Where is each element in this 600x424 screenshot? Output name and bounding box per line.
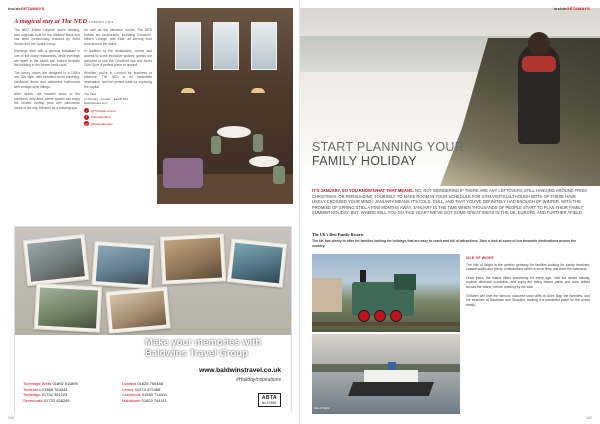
article-location: LONDON CITY — [88, 20, 114, 24]
branch-contact[interactable]: Cranbrook 01580 714411 — [122, 392, 168, 398]
side-paragraph: Once there, the island offers something for every age. Visit the steam railway, explore dinosaur museums, and enjoy the many theme parks and zoos dotted across the island, before relaxing by the sea. — [466, 275, 590, 289]
article-paragraph: Whether you're in London for business or pleasure, The NED is an irresistible destination, and the perfect base for exploring the capital. — [84, 70, 152, 89]
ferry-deck — [364, 370, 418, 383]
article-paragraph: As well as the fabulous rooms, The NED boasts ten restaurants, including Cecconi's, Millie's Lounge, and Kaia, all serving food from around the world. — [84, 28, 152, 46]
hotel-website[interactable]: www.thened.com — [84, 100, 108, 105]
article-column-2 — [84, 28, 152, 128]
page-number-left: 100 — [8, 416, 14, 420]
hotel-address: 27 Poultry · London · EC2R 8AJ — [84, 96, 129, 101]
lamp — [251, 88, 265, 93]
branch-contact[interactable]: Sevenoaks 01732 458255 — [23, 398, 70, 404]
side-column-title: ISLE OF WIGHT — [466, 256, 495, 260]
abta-number: No.V1546 — [261, 401, 277, 405]
article-paragraph: In addition to the restaurants, rooms and access to some exclusive spaces, guests are welcome to use the Cowshed spa and Ned's Club Gym, a perfect place to unwind. — [84, 49, 152, 68]
social-row-twitter[interactable] — [84, 108, 152, 113]
social-row-instagram[interactable] — [84, 121, 152, 126]
section-tag-left — [8, 6, 44, 11]
polaroid-photo — [23, 234, 89, 286]
feature-headline — [312, 140, 512, 168]
branch-contact[interactable]: Maidstone 01622 744111 — [122, 398, 167, 404]
train-cab — [394, 274, 416, 290]
section-tag-accent: GETAWAYS — [20, 6, 45, 11]
social-row-facebook[interactable] — [84, 115, 152, 120]
hotel-window — [175, 22, 201, 70]
sofa — [163, 158, 203, 188]
hotel-window — [213, 22, 239, 70]
abta-logo — [258, 393, 281, 407]
branch-contact[interactable]: Tenterden 01580 764344 — [23, 386, 68, 392]
article-paragraph: Mornings start with a glorious breakfast in one of the many restaurants, while evenings are spent in the vaults bar, tucked beneath the building in the former bank vault. — [14, 49, 80, 68]
section-tag-prefix: inside — [553, 6, 567, 11]
train-wheel — [374, 310, 386, 322]
article-title — [14, 18, 114, 25]
hotel-interior-photo — [157, 8, 293, 204]
polaroid-photo — [160, 233, 226, 284]
branch-contact[interactable]: Lewes 01273 472468 — [122, 386, 161, 392]
isle-of-wight-column — [466, 256, 590, 311]
ad-branch-list — [23, 381, 213, 403]
station-building — [312, 278, 342, 312]
headline-line-2: FAMILY HOLIDAY — [312, 154, 417, 168]
ferry-photo — [312, 334, 460, 414]
hotel-contact — [84, 92, 152, 105]
article-paragraph: The luxury rooms are designed in a 1920s and 30s style, with beautiful wood panelling, hardwood floors and statement bathrooms with vintage-style fittings. — [14, 70, 80, 89]
hotel-name: The Ned — [84, 92, 96, 97]
headline-line-1: START PLANNING YOUR — [312, 140, 465, 154]
ferry-hull — [348, 382, 434, 396]
table — [217, 126, 251, 138]
polaroid-photo — [92, 241, 155, 289]
side-paragraph: The Isle of Wight is the perfect getaway for families looking for sandy beaches, coastal walks and plenty of attractions within a short ferry ride from the mainland. — [466, 262, 590, 272]
polaroid-photo — [105, 286, 170, 333]
feature-intro — [312, 188, 590, 216]
right-page — [300, 0, 600, 424]
section-tag-accent: GETAWAYS — [566, 6, 590, 11]
section-tag-right — [554, 6, 590, 11]
resorts-title: The UK's Best Family Resorts — [312, 232, 364, 237]
article-paragraph: After dinner, we headed down to the members' only area, where guests can enjoy the heated rooftop pool with panoramic views of the city, followed by a relaxing spa. — [14, 92, 80, 110]
hero-scarf — [522, 56, 556, 72]
abta-text: ABTA — [261, 395, 277, 401]
branch-contact[interactable]: Tonbridge 01732 351223 — [23, 392, 68, 398]
section-tag-prefix: inside — [8, 6, 21, 11]
train-wheel — [358, 310, 370, 322]
ad-tagline: Make your memories with Baldwins Travel Group — [145, 337, 262, 359]
branch-contact[interactable]: Tonbridge Wells 01892 511899 — [23, 381, 78, 386]
social-label: @thenedlondon — [91, 121, 113, 126]
ad-website[interactable]: www.baldwinstravel.co.uk — [199, 367, 281, 374]
chair — [273, 166, 285, 184]
article-title-text: A magical stay at The NED — [14, 18, 88, 25]
intro-body: NO, NOT WONDERING IF THERE ARE ANY LEFTOVERS STILL HANGING AROUND FROM CHRISTMAS, OR PERSUADING YOURSELF TO MAKE ROOM IN YOUR SCHEDULE FOR GYM VISITS (ALTHOUGH BOTH OF THESE HAVE LIKELY CROSSED YOUR MIND). JANUARY MEANS IT'S COLD, DULL, AND THAT YOU'VE DEFINITELY HAD ENOUGH OF WINTER. WITH THE PROMISE OF SPRING STILL A FEW MONTHS AWAY, JANUARY IS THE TIME WHEN THOUSANDS OF PEOPLE START TO PLAN THEIR FAMILY SUMMER HOLIDAY. BUT, WHERE WILL YOU GO THIS YEAR? WE'VE GOT SOME GREAT IDEAS IN THE UK, EUROPE, AND FURTHER AFIELD. — [312, 188, 587, 216]
branch-contact[interactable]: Uckfield 01825 760488 — [122, 381, 163, 386]
page-number-right: 101 — [586, 416, 592, 420]
baldwins-travel-ad[interactable] — [14, 226, 292, 412]
twitter-icon: t — [84, 108, 89, 113]
steam-train-photo — [312, 254, 460, 332]
polaroid-photo — [227, 238, 287, 288]
train-rail — [312, 322, 460, 326]
article-column-1 — [14, 28, 80, 114]
side-paragraph: Children will love the famous coloured sand cliffs at Alum Bay, the Needles, and the beaches at Sandown and Shanklin, making it a wonderful place for the whole family. — [466, 293, 590, 307]
intro-lead: IT'S JANUARY, SO YOU KNOW WHAT THAT MEANS. — [312, 188, 414, 193]
facebook-icon: f — [84, 115, 89, 120]
train-wheel — [390, 310, 402, 322]
ad-photo-collage — [15, 227, 291, 335]
hotel-window — [251, 22, 277, 70]
social-label: @TheNedLondon — [91, 108, 116, 113]
lamp — [181, 88, 195, 93]
polaroid-photo — [34, 283, 102, 332]
social-links — [84, 108, 152, 126]
hero-head — [528, 32, 550, 56]
chair — [211, 136, 221, 154]
ad-hashtag: #HolidayInspirations — [235, 377, 281, 383]
resorts-intro: The UK has plenty to offer for families looking for holidays that are easy to reach and full of attractions. Take a look at some of our favourite destinations across the country. — [312, 239, 577, 248]
article-paragraph: The NED, Edwin Lutyens' iconic building, was originally built for the Midland Bank and has been meticulously restored by Soho House and the Sydell Group. — [14, 28, 80, 46]
instagram-icon: ◎ — [85, 121, 88, 126]
social-label: /thenedlondon — [91, 115, 111, 120]
chair — [253, 134, 263, 152]
photo-credit: Isle of Wight — [314, 406, 330, 410]
